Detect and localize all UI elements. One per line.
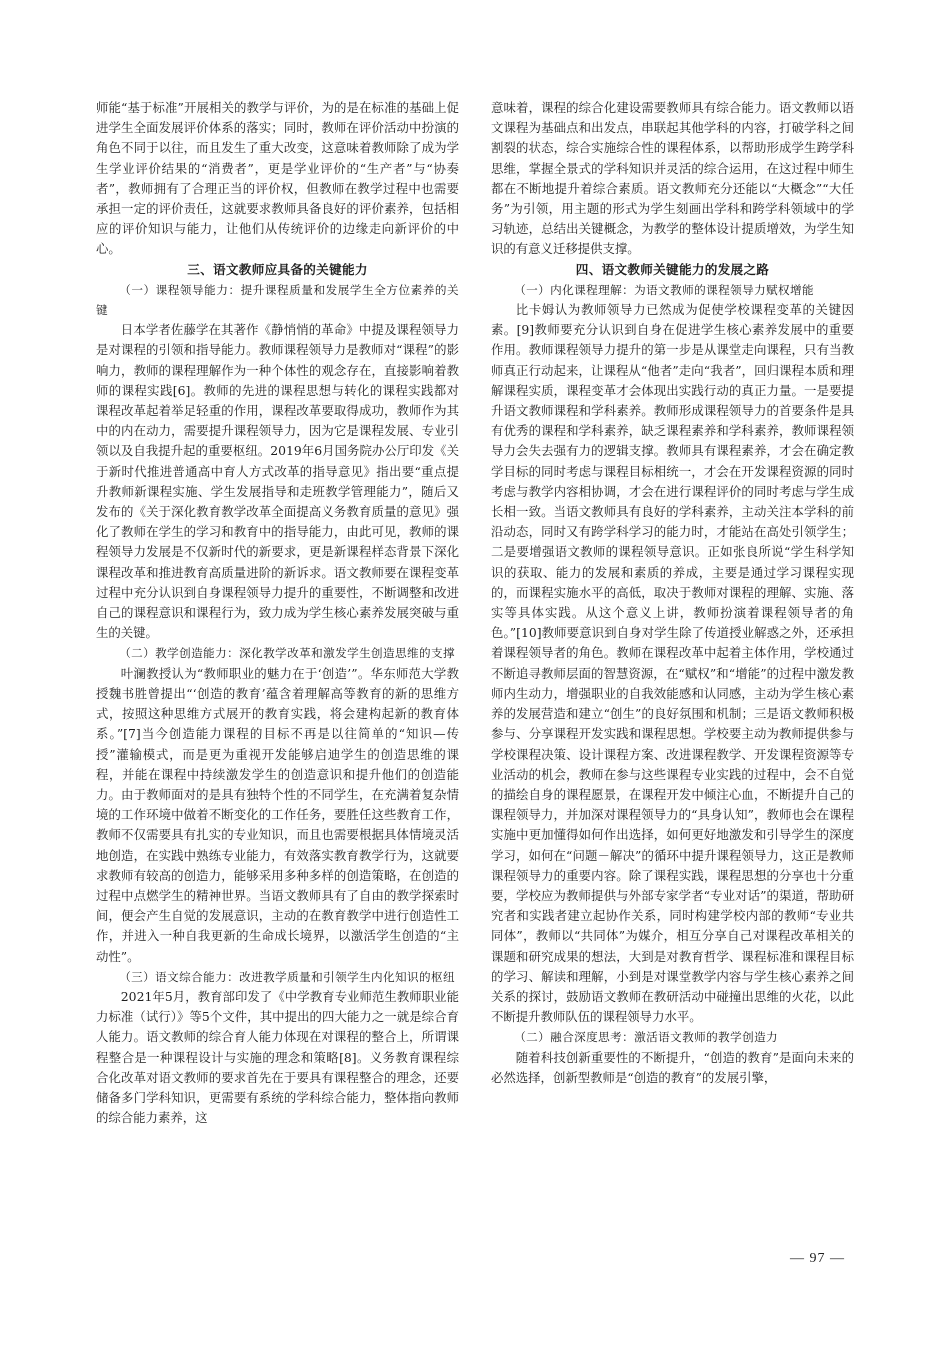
paragraph: 意味着，课程的综合化建设需要教师具有综合能力。语文教师以语文课程为基础点和出发点，串联起其他学科的内容，打破学科之间割裂的状态，综合实施综合性的课程体系，以帮助形成学生跨学科思维，掌握全景式的学科知识并灵活的综合运用，在这过程中师生都在不断地提升着综合素质。语文教师充分还能以“大概念”“大任务”为引领，用主题的形式为学生刻画出学科和跨学科领域中的学习轨迹，总结出关键概念，为教学的整体设计提质增效，为学生知识的有意义迁移提供支撑。 (491, 100, 854, 257)
paragraph: 叶澜教授认为“教师职业的魅力在于‘创造’”。华东师范大学教授魏书胜曾提出“‘创造的教育’蕴含着理解高等教育的新的思维方式，按照这种思维方式展开的教育实践，将会建构起新的教育体系。”[7]当今创造能力课程的目标不再是以往简单的“知识—传授”灌输模式，而是更为重视开发能够启迪学生的创造思维的课程，并能在课程中持续激发学生的创造意识和提升他们的创造能力。由于教师面对的是具有独特个性的不同学生，在充满着复杂情境的工作环境中做着不断变化的工作任务，要胜任这些教育工作，教师不仅需要具有扎实的专业知识，而且也需要根据具体情境灵活地创造，在实践中熟练专业能力，有效落实教育教学行为，这就要求教师有较高的创造力，能够采用多种多样的创造策略，在创造的过程中点燃学生的精神世界。当语文教师具有了自由的教学探索时间，便会产生自觉的发展意识，主动的在教育教学中进行创造性工作，并进入一种自我更新的生命成长境界，以激活学生创造的“主动性”。 (96, 665, 459, 964)
subsection-heading: （三）语文综合能力：改进教学质量和引领学生内化知识的枢纽 (119, 969, 456, 984)
left-column (96, 98, 459, 1128)
subsection-heading: （二）教学创造能力：深化教学改革和激发学生创造思维的支撑 (119, 646, 456, 661)
paragraph: 日本学者佐藤学在其著作《静悄悄的革命》中提及课程领导力是对课程的引领和指导能力。教师课程领导力是教师对“课程”的影响力，教师的课程理解作为一种个体性的观念存在，直接影响着教师的课程实践[6]。教师的先进的课程思想与转化的课程实践都对课程改革起着举足轻重的作用，课程改革要取得成功，教师作为其中的内在动力，需要提升课程领导力，因为它是课程发展、专业引领以及自我提升起的重要枢纽。2019年6月国务院办公厅印发《关于新时代推进普通高中育人方式改革的指导意见》指出要“重点提升教师新课程实施、学生发展指导和走班教学管理能力”，随后又发布的《关于深化教育教学改革全面提高义务教育质量的意见》强化了教师在学生的学习和教育中的指导能力，由此可见，教师的课程领导力发展是不仅新时代的新要求，更是新课程样态背景下深化课程改革和推进教育高质量进阶的新诉求。语文教师要在课程变革过程中充分认识到自身课程领导力提升的重要性，不断调整和改进自己的课程意识和课程行为，致力成为学生核心素养发展突破与重生的关键。 (96, 322, 459, 641)
subsection-heading: （一）课程领导能力：提升课程质量和发展学生全方位素养的关键 (96, 282, 459, 318)
section-heading: 三、语文教师应具备的关键能力 (187, 261, 368, 277)
paragraph: 2021年5月，教育部印发了《中学教育专业师范生教师职业能力标准（试行）》等5个文件，其中提出的四大能力之一就是综合育人能力。语文教师的综合育人能力体现在对课程的整合上，所谓课程整合是一种课程设计与实施的理念和策略[8]。义务教育课程综合化改革对语文教师的要求首先在于要具有课程整合的理念，还要储备多门学科知识，更需要有系统的学科综合能力，整体指向教师的综合能力素养，这 (96, 988, 459, 1126)
paragraph: 师能“基于标准”开展相关的教学与评价，为的是在标准的基础上促进学生全面发展评价体系的落实；同时，教师在评价活动中扮演的角色不同于以往，而且发生了重大改变，这意味着教师除了成为学生学业评价结果的“消费者”，更是学业评价的“生产者”与“协奏者”，教师拥有了合理正当的评价权，但教师在教学过程中也需要承担一定的评价责任，这就要求教师具备良好的评价素养，包括相应的评价知识与能力，让他们从传统评价的边缘走向新评价的中心。 (96, 100, 459, 257)
paragraph: 比卡姆认为教师领导力已然成为促使学校课程变革的关键因素。[9]教师要充分认识到自身在促进学生核心素养发展中的重要作用。教师课程领导力提升的第一步是从课堂走向课程，只有当教师真正行动起来，让课程从“他者”走向“我者”，回归课程本质和理解课程实质，课程变革才会体现出实践行动的真正力量。一是要提升语文教师课程和学科素养。教师形成课程领导力的首要条件是具有优秀的课程和学科素养，缺乏课程素养和学科素养，教师课程领导力会失去强有力的逻辑支撑。教师具有课程素养，才会在确定教学目标的同时考虑与课程目标相统一，才会在开发课程资源的同时考虑与教学内容相协调，才会在进行课程评价的同时考虑与学生成长相一致。当语文教师具有良好的学科素养，主动关注本学科的前沿动态，同时又有跨学科学习的能力时，才能站在高处引领学生；二是要增强语文教师的课程领导意识。正如张良所说“学生科学知识的获取、能力的发展和素质的养成，主要是通过学习课程实现的，而课程实施水平的高低，取决于教师对课程的理解、实施、落实等具体实践。从这个意义上讲，教师扮演着课程领导者的角色。”[10]教师要意识到自身对学生除了传道授业解惑之外，还承担着课程领导者的角色。教师在课程改革中起着主体作用，学校通过不断追寻教师层面的智慧资源，在“赋权”和“增能”的过程中激发教师内生动力，增强职业的自我效能感和认同感，主动为学生核心素养的发展营造和建立“创生”的良好氛围和机制；三是语文教师积极参与、分享课程开发实践和课程思想。学校要主动为教师提供参与学校课程决策、设计课程方案、改进课程教学、开发课程资源等专业活动的机会，教师在参与这些课程专业实践的过程中，会不自觉的描绘自身的课程愿景，在课程开发中倾注心血，不断提升自己的课程领导力，并加深对课程领导力的“具身认知”，教师也会在课程实施中更加懂得如何作出选择，如何更好地激发和引导学生的深度学习，如何在“问题－解决”的循环中提升课程领导力，这正是教师课程领导力的重要内容。除了课程实践，课程思想的分享也十分重要，学校应为教师提供与外部专家学者“专业对话”的渠道，帮助研究者和实践者建立起协作关系，同时构建学校内部的教师“专业共同体”，教师以“共同体”为媒介，相互分享自己对课程改革相关的课题和研究成果的想法，大到是对教育哲学、课程标准和课程目标的学习、解读和理解，小到是对课堂教学内容与学生核心素养之间关系的探讨，鼓励语文教师在教研活动中碰撞出思维的火花，以此不断提升教师队伍的课程领导力水平。 (491, 302, 854, 1025)
page-number: — 97 — (790, 1251, 845, 1266)
right-column (491, 98, 854, 1088)
subsection-heading: （二）融合深度思考：激活语文教师的教学创造力 (514, 1030, 779, 1045)
paragraph: 随着科技创新重要性的不断提升，“创造的教育”是面向未来的必然选择，创新型教师是“创造的教育”的发展引擎， (491, 1049, 854, 1085)
section-heading: 四、语文教师关键能力的发展之路 (575, 261, 770, 277)
subsection-heading: （一）内化课程理解：为语文教师的课程领导力赋权增能 (514, 282, 815, 297)
